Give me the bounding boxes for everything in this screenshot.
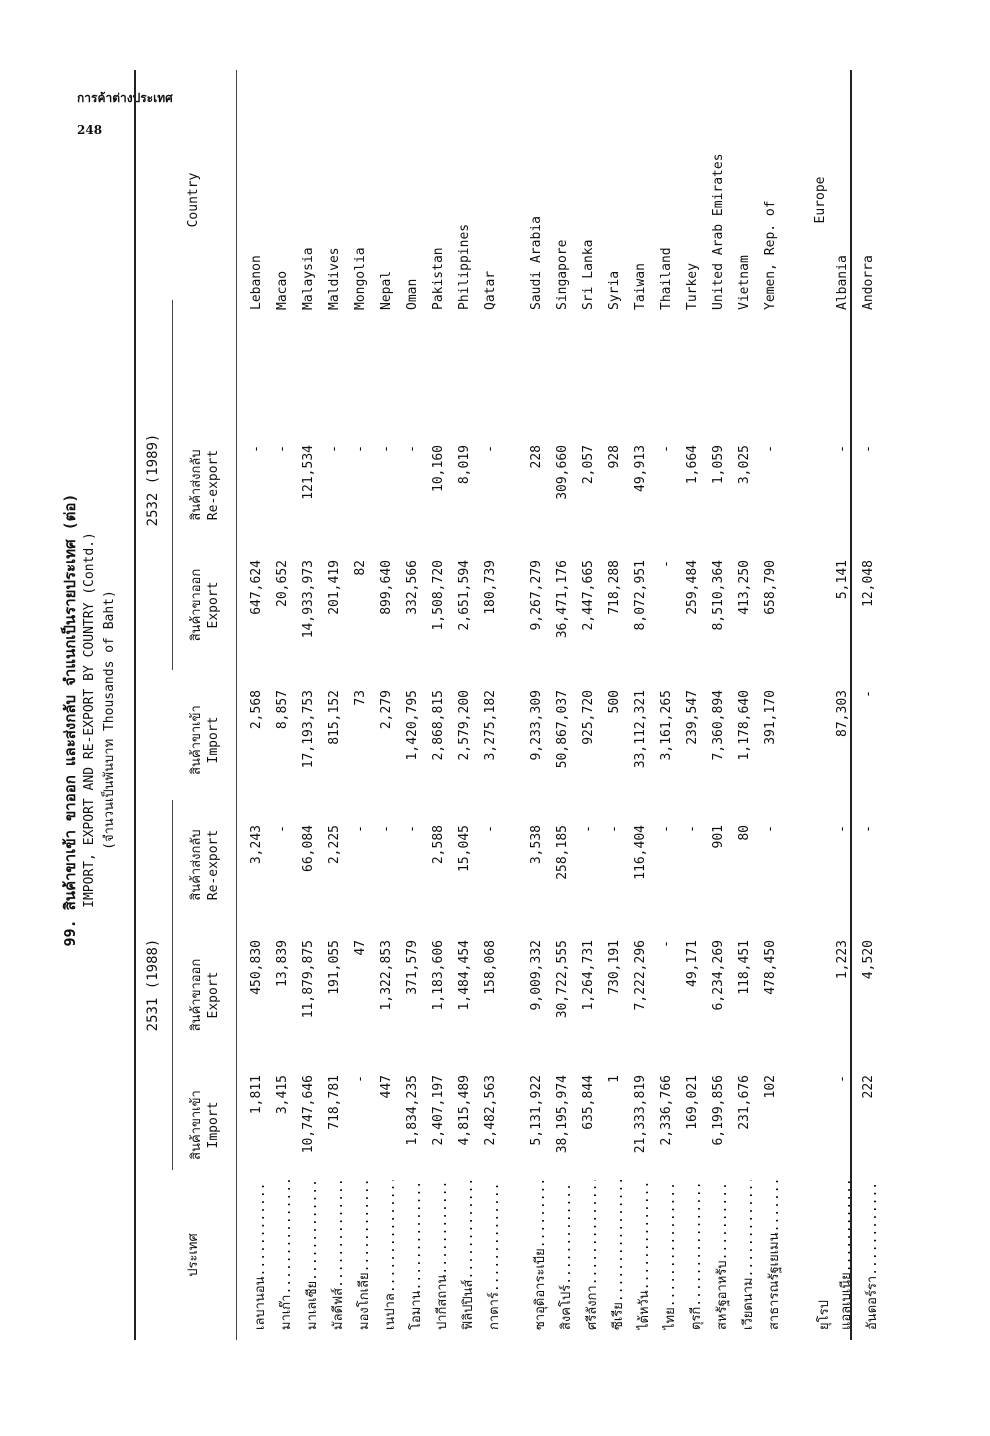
value-cell: 478,450 — [763, 940, 778, 995]
value-cell: 180,739 — [483, 560, 498, 615]
value-cell: 2,447,665 — [581, 560, 596, 631]
value-cell: - — [835, 825, 850, 833]
value-cell: - — [483, 445, 498, 453]
value-cell: - — [763, 445, 778, 453]
value-cell: 47 — [353, 940, 368, 956]
value-cell: - — [835, 445, 850, 453]
value-cell: 658,790 — [763, 560, 778, 615]
col-header-6: สินค้าส่งกลับ Re-export — [189, 449, 221, 521]
value-cell: 1,183,606 — [431, 940, 446, 1011]
country-name-th: ศรีลังกา ..... — [581, 1180, 602, 1330]
value-cell: 239,547 — [685, 690, 700, 745]
value-cell: 17,193,753 — [301, 690, 316, 769]
value-cell: 14,933,973 — [301, 560, 316, 639]
value-cell: - — [249, 445, 264, 453]
rotated-table — [50, 40, 970, 1400]
country-name-th: ซีเรีย ..... — [607, 1180, 628, 1330]
value-cell: 447 — [379, 1075, 394, 1099]
col-header-2: สินค้าขาออก Export — [189, 958, 221, 1032]
table-body — [245, 70, 883, 1340]
col-header-5: สินค้าขาออก Export — [189, 568, 221, 642]
value-cell: - — [861, 825, 876, 833]
value-cell: 2,588 — [431, 825, 446, 865]
country-name-th: สหรัฐอาหรับ ..... — [711, 1180, 732, 1330]
value-cell: - — [659, 940, 674, 948]
value-cell: 925,720 — [581, 690, 596, 745]
value-cell: 3,161,265 — [659, 690, 674, 761]
country-name-en: Pakistan — [431, 247, 446, 310]
value-cell: 4,815,489 — [457, 1075, 472, 1146]
value-cell: 3,243 — [249, 825, 264, 865]
value-cell: 1,484,454 — [457, 940, 472, 1011]
value-cell: 50,867,037 — [555, 690, 570, 769]
value-cell: 1,223 — [835, 940, 850, 980]
value-cell: 2,225 — [327, 825, 342, 865]
value-cell: 1,264,731 — [581, 940, 596, 1011]
value-cell: 1,811 — [249, 1075, 264, 1115]
value-cell: 332,566 — [405, 560, 420, 615]
value-cell: 1,322,853 — [379, 940, 394, 1011]
value-cell: 3,538 — [529, 825, 544, 865]
table-row — [297, 70, 323, 1340]
year-1988: 2531 (1988) — [145, 938, 161, 1032]
value-cell: 116,404 — [633, 825, 648, 880]
value-cell: 2,482,563 — [483, 1075, 498, 1146]
country-name-th: สาธารณรัฐเยเมน ..... — [763, 1180, 784, 1330]
col-header-3: สินค้าส่งกลับ Re-export — [189, 829, 221, 901]
value-cell: 258,185 — [555, 825, 570, 880]
value-cell: - — [275, 825, 290, 833]
table-row — [603, 70, 629, 1340]
value-cell: 3,415 — [275, 1075, 290, 1115]
country-name-th: เนปาล ..... — [379, 1180, 400, 1330]
country-name-en: United Arab Emirates — [711, 153, 726, 310]
year-underline-1989 — [172, 300, 173, 670]
value-cell: 15,045 — [457, 825, 472, 872]
value-cell: 9,267,279 — [529, 560, 544, 631]
value-cell: 80 — [737, 825, 752, 841]
table-row — [375, 70, 401, 1340]
value-cell: 8,019 — [457, 445, 472, 485]
value-cell: 899,640 — [379, 560, 394, 615]
value-cell: 8,072,951 — [633, 560, 648, 631]
country-name-th: เลบานอน ..... — [249, 1180, 270, 1330]
country-name-th: ไต้หวัน ..... — [633, 1180, 654, 1330]
value-cell: 36,471,176 — [555, 560, 570, 639]
table-row — [655, 70, 681, 1340]
value-cell: 12,048 — [861, 560, 876, 607]
table-row — [577, 70, 603, 1340]
value-cell: 2,868,815 — [431, 690, 446, 761]
value-cell: 309,660 — [555, 445, 570, 500]
value-cell: 259,484 — [685, 560, 700, 615]
country-name-th: ปากีสถาน ..... — [431, 1180, 452, 1330]
value-cell: 118,451 — [737, 940, 752, 995]
value-cell: 10,160 — [431, 445, 446, 492]
value-cell: 2,279 — [379, 690, 394, 730]
value-cell: 1,178,640 — [737, 690, 752, 761]
country-name-en: Maldives — [327, 247, 342, 310]
value-cell: 102 — [763, 1075, 778, 1099]
value-cell: 1,420,795 — [405, 690, 420, 761]
table-row — [707, 70, 733, 1340]
value-cell: 928 — [607, 445, 622, 469]
top-rule — [134, 70, 136, 1340]
value-cell: 391,170 — [763, 690, 778, 745]
value-cell: 8,857 — [275, 690, 290, 730]
year-1989: 2532 (1989) — [145, 433, 161, 527]
title-line-3: (จำนวนเป็นพันบาท Thousands of Baht) — [102, 590, 117, 850]
value-cell: 169,021 — [685, 1075, 700, 1130]
value-cell: 228 — [529, 445, 544, 469]
value-cell: 815,152 — [327, 690, 342, 745]
value-cell: 6,234,269 — [711, 940, 726, 1011]
year-underline-1988 — [172, 800, 173, 1170]
country-name-th: มัลดีฟส์ ..... — [327, 1180, 348, 1330]
country-name-en: Lebanon — [249, 255, 264, 310]
value-cell: - — [379, 445, 394, 453]
value-cell: 2,336,766 — [659, 1075, 674, 1146]
bottom-rule — [850, 70, 852, 1340]
country-name-en: Syria — [607, 270, 622, 310]
value-cell: 9,009,332 — [529, 940, 544, 1011]
table-row — [401, 70, 427, 1340]
country-name-en: Taiwan — [633, 263, 648, 310]
header-underline — [236, 70, 237, 1340]
value-cell: - — [405, 825, 420, 833]
value-cell: 1,059 — [711, 445, 726, 485]
value-cell: 66,084 — [301, 825, 316, 872]
value-cell: - — [835, 1075, 850, 1083]
group-name-en: Europe — [813, 176, 828, 224]
value-cell: 7,360,894 — [711, 690, 726, 761]
col-header-1: สินค้าขาเข้า Import — [189, 1090, 221, 1160]
table-row — [551, 70, 577, 1340]
value-cell: 718,288 — [607, 560, 622, 615]
value-cell: 7,222,296 — [633, 940, 648, 1011]
value-cell: - — [763, 825, 778, 833]
group-row — [785, 70, 831, 1340]
country-name-en: Oman — [405, 278, 420, 310]
value-cell: 371,579 — [405, 940, 420, 995]
value-cell: 3,025 — [737, 445, 752, 485]
value-cell: 201,419 — [327, 560, 342, 615]
value-cell: 1,508,720 — [431, 560, 446, 631]
country-name-en: Sri Lanka — [581, 239, 596, 310]
table-row — [349, 70, 375, 1340]
country-name-en: Philippines — [457, 223, 472, 310]
table-row — [453, 70, 479, 1340]
country-name-en: Singapore — [555, 239, 570, 310]
value-cell: 2,407,197 — [431, 1075, 446, 1146]
table-row — [323, 70, 349, 1340]
value-cell: 73 — [353, 690, 368, 706]
table-row — [271, 70, 297, 1340]
header-country-th: ประเทศ — [186, 1233, 201, 1277]
table-row — [427, 70, 453, 1340]
country-name-th: สิงคโปร์ ..... — [555, 1180, 576, 1330]
value-cell: 33,112,321 — [633, 690, 648, 769]
value-cell: 49,913 — [633, 445, 648, 492]
value-cell: 6,199,856 — [711, 1075, 726, 1146]
value-cell: - — [685, 825, 700, 833]
value-cell: 191,055 — [327, 940, 342, 995]
table-row — [629, 70, 655, 1340]
value-cell: - — [861, 690, 876, 698]
value-cell: 450,830 — [249, 940, 264, 995]
value-cell: 4,520 — [861, 940, 876, 980]
table-row — [681, 70, 707, 1340]
country-name-th: กาตาร์ ..... — [483, 1180, 504, 1330]
table-row — [505, 70, 551, 1340]
title-line-1: 99. สินค้าขาเข้า ขาออก และส่งกลับ จำแนกเป็นรายประเทศ (ต่อ) — [61, 493, 79, 947]
value-cell: - — [379, 825, 394, 833]
value-cell: 1,834,235 — [405, 1075, 420, 1146]
country-name-th: โอมาน ..... — [405, 1180, 426, 1330]
value-cell: 158,068 — [483, 940, 498, 995]
value-cell: - — [483, 825, 498, 833]
value-cell: - — [353, 825, 368, 833]
value-cell: 38,195,974 — [555, 1075, 570, 1154]
value-cell: 82 — [353, 560, 368, 576]
country-name-en: Thailand — [659, 247, 674, 310]
country-name-en: Macao — [275, 270, 290, 310]
value-cell: 500 — [607, 690, 622, 714]
value-cell: 635,844 — [581, 1075, 596, 1130]
header-country-en: Country — [186, 172, 201, 228]
country-name-en: Turkey — [685, 263, 700, 310]
country-name-th: ฟิลิปปินส์ ..... — [457, 1180, 478, 1330]
country-name-th: ตุรกี ..... — [685, 1180, 706, 1330]
country-name-th: ไทย ..... — [659, 1180, 680, 1330]
table-title — [60, 40, 120, 1400]
country-name-th: อันดอร์รา ..... — [861, 1180, 882, 1330]
title-line-2: IMPORT, EXPORT AND RE-EXPORT BY COUNTRY (Contd.) — [82, 532, 97, 908]
value-cell: 10,747,646 — [301, 1075, 316, 1154]
table-row — [733, 70, 759, 1340]
value-cell: 5,131,922 — [529, 1075, 544, 1146]
value-cell: 730,191 — [607, 940, 622, 995]
value-cell: 901 — [711, 825, 726, 849]
country-name-th: ซาอุดิอาระเบีย ..... — [529, 1180, 550, 1330]
value-cell: 20,652 — [275, 560, 290, 607]
value-cell: 87,303 — [835, 690, 850, 737]
value-cell: 2,651,594 — [457, 560, 472, 631]
value-cell: - — [581, 825, 596, 833]
value-cell: - — [275, 445, 290, 453]
value-cell: 8,510,364 — [711, 560, 726, 631]
value-cell: 2,568 — [249, 690, 264, 730]
country-name-th: แอลเบเนีย ..... — [835, 1180, 856, 1330]
country-name-en: Mongolia — [353, 247, 368, 310]
country-name-th: มาเก๊า ..... — [275, 1180, 296, 1330]
value-cell: 413,250 — [737, 560, 752, 615]
value-cell: - — [659, 825, 674, 833]
value-cell: 13,839 — [275, 940, 290, 987]
value-cell: 2,579,200 — [457, 690, 472, 761]
value-cell: 2,057 — [581, 445, 596, 485]
value-cell: 5,141 — [835, 560, 850, 600]
section-title: การค้าต่างประเทศ — [77, 91, 173, 105]
value-cell: - — [327, 445, 342, 453]
value-cell: 30,722,555 — [555, 940, 570, 1019]
group-name-th: ยุโรป — [817, 1300, 832, 1330]
country-name-en: Saudi Arabia — [529, 216, 544, 310]
col-header-4: สินค้าขาเข้า Import — [189, 705, 221, 775]
country-name-th: มองโกเลีย ..... — [353, 1180, 374, 1330]
value-cell: - — [659, 560, 674, 568]
value-cell: 647,624 — [249, 560, 264, 615]
value-cell: 9,233,309 — [529, 690, 544, 761]
value-cell: 1 — [607, 1075, 622, 1083]
value-cell: 11,879,875 — [301, 940, 316, 1019]
value-cell: - — [659, 445, 674, 453]
value-cell: - — [607, 825, 622, 833]
value-cell: 1,664 — [685, 445, 700, 485]
table-row — [831, 70, 857, 1340]
country-name-en: Yemen, Rep. of — [763, 200, 778, 310]
value-cell: - — [861, 445, 876, 453]
table-row — [857, 70, 883, 1340]
value-cell: 49,171 — [685, 940, 700, 987]
country-name-en: Albania — [835, 255, 850, 310]
country-name-en: Andorra — [861, 255, 876, 310]
country-name-en: Vietnam — [737, 255, 752, 310]
country-name-th: มาเลเซีย ..... — [301, 1180, 322, 1330]
value-cell: - — [353, 445, 368, 453]
value-cell: 231,676 — [737, 1075, 752, 1130]
country-name-en: Malaysia — [301, 247, 316, 310]
page-number: 248 — [77, 123, 103, 137]
table-row — [479, 70, 505, 1340]
table-row — [759, 70, 785, 1340]
value-cell: 222 — [861, 1075, 876, 1099]
country-name-en: Nepal — [379, 270, 394, 310]
country-name-en: Qatar — [483, 270, 498, 310]
value-cell: 3,275,182 — [483, 690, 498, 761]
table-row — [245, 70, 271, 1340]
value-cell: 21,333,819 — [633, 1075, 648, 1154]
country-name-th: เวียดนาม ..... — [737, 1180, 758, 1330]
value-cell: 718,781 — [327, 1075, 342, 1130]
value-cell: 121,534 — [301, 445, 316, 500]
value-cell: - — [405, 445, 420, 453]
value-cell: - — [353, 1075, 368, 1083]
